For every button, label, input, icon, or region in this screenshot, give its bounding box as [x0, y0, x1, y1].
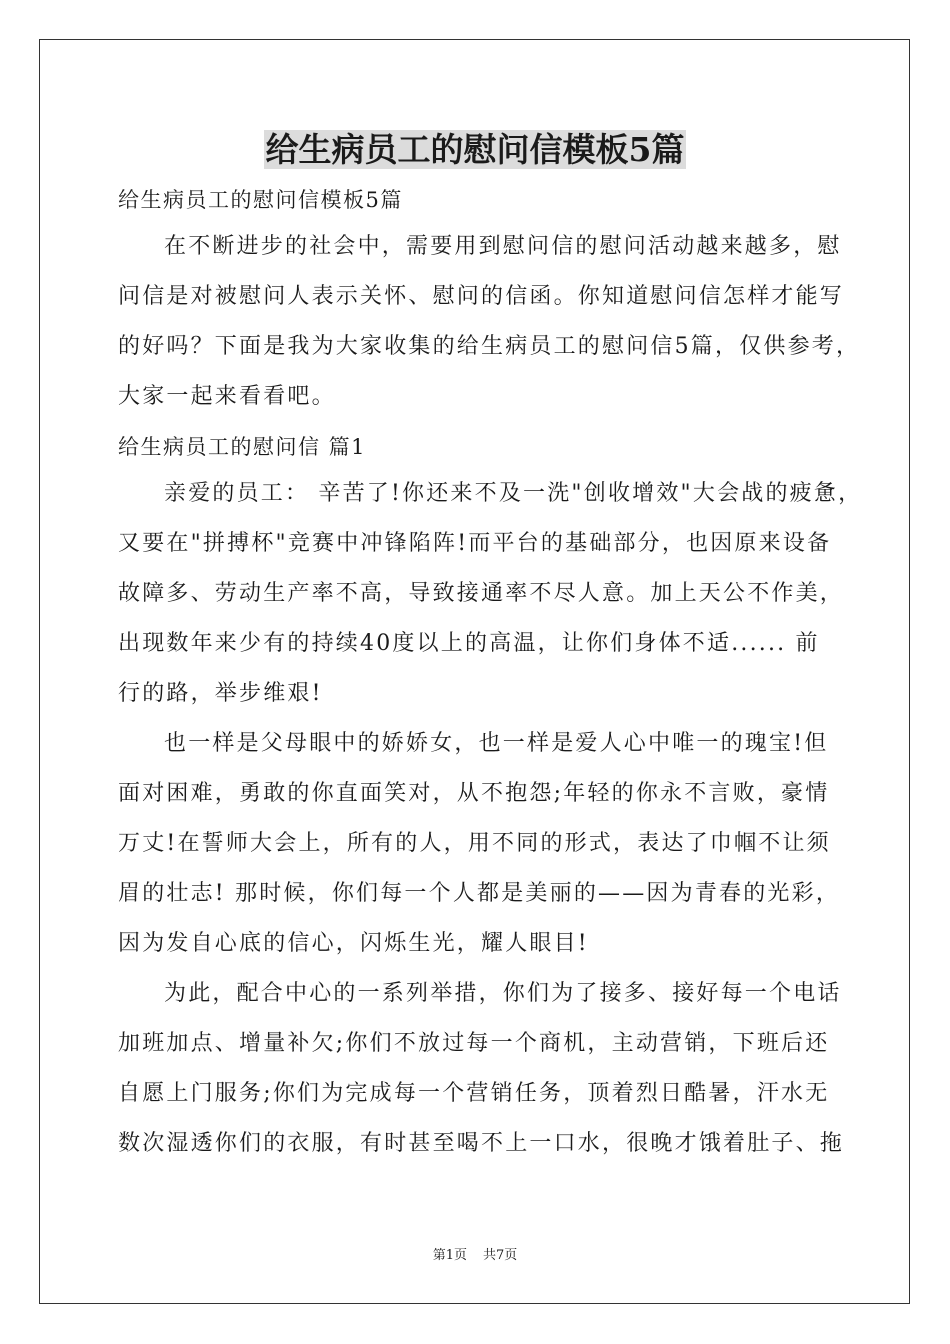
body-line: 为此，配合中心的一系列举措，你们为了接多、接好每一个电话 — [164, 981, 842, 1006]
body-line: 也一样是父母眼中的娇娇女，也一样是爱人心中唯一的瑰宝!但 — [164, 731, 829, 756]
body-line: 因为发自心底的信心，闪烁生光，耀人眼目! — [118, 931, 589, 956]
document-title-text: 给生病员工的慰问信模板5篇 — [265, 130, 685, 169]
body-line: 数次湿透你们的衣服，有时甚至喝不上一口水，很晚才饿着肚子、拖 — [118, 1131, 845, 1156]
body-line: 问信是对被慰问人表示关怀、慰问的信函。你知道慰问信怎样才能写 — [118, 284, 845, 309]
subtitle-line: 给生病员工的慰问信模板5篇 — [118, 188, 403, 212]
section-heading: 给生病员工的慰问信 篇1 — [118, 435, 367, 459]
body-line: 故障多、劳动生产率不高，导致接通率不尽人意。加上天公不作美， — [118, 581, 845, 606]
body-line: 加班加点、增量补欠;你们不放过每一个商机，主动营销，下班后还 — [118, 1031, 830, 1056]
body-line: 行的路，举步维艰! — [118, 681, 323, 706]
page-total: 共7页 — [483, 1248, 518, 1263]
body-line: 在不断进步的社会中，需要用到慰问信的慰问活动越来越多，慰 — [164, 234, 842, 259]
body-line: 大家一起来看看吧。 — [118, 384, 336, 409]
page-number: 第1页 — [432, 1248, 467, 1263]
body-line: 自愿上门服务;你们为完成每一个营销任务，顶着烈日酷暑，汗水无 — [118, 1081, 830, 1106]
document-title — [0, 126, 950, 174]
document-body — [118, 180, 863, 1174]
body-line: 的好吗？下面是我为大家收集的给生病员工的慰问信5篇，仅供参考， — [118, 334, 861, 359]
body-line: 面对困难，勇敢的你直面笑对，从不抱怨;年轻的你永不言败，豪情 — [118, 781, 830, 806]
body-line: 又要在"拼搏杯"竞赛中冲锋陷阵!而平台的基础部分，也因原来设备 — [118, 531, 832, 556]
page-footer — [0, 1246, 950, 1266]
body-line: 亲爱的员工： 辛苦了!你还来不及一洗"创收增效"大会战的疲惫， — [164, 481, 863, 506]
body-line: 出现数年来少有的持续40度以上的高温，让你们身体不适...... 前 — [118, 631, 820, 656]
body-line: 眉的壮志! 那时候，你们每一个人都是美丽的——因为青春的光彩， — [118, 881, 841, 906]
body-line: 万丈!在誓师大会上，所有的人，用不同的形式，表达了巾帼不让须 — [118, 831, 831, 856]
